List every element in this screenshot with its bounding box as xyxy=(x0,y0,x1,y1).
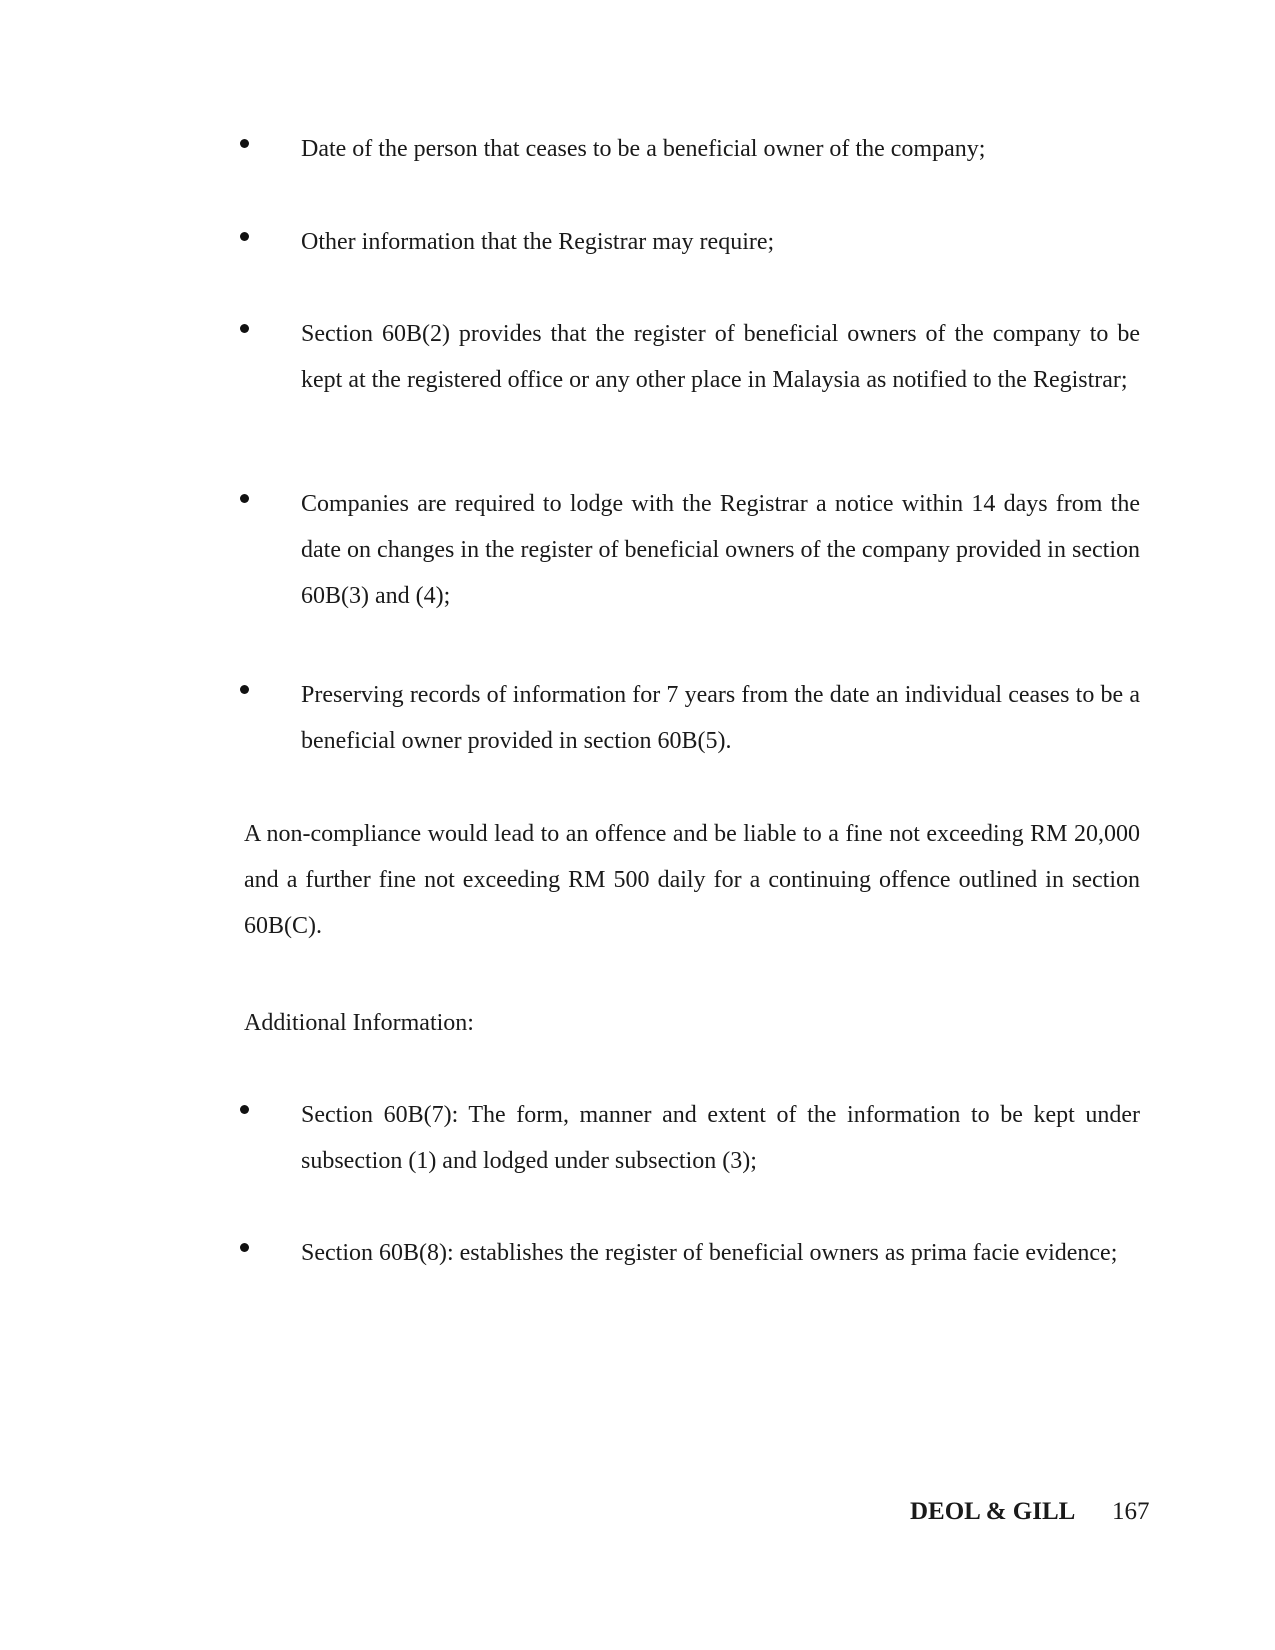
list-item-text: Date of the person that ceases to be a beneficial owner of the company; xyxy=(301,136,986,162)
bullet-icon xyxy=(240,232,249,241)
list-item-text: Preserving records of information for 7 years from the date an individual ceases to be a beneficial owner provided in section 60B(5). xyxy=(301,682,1140,754)
bullet-icon xyxy=(240,324,249,333)
additional-info-heading: Additional Information: xyxy=(244,1010,474,1036)
list-item xyxy=(240,1092,1140,1184)
list-item xyxy=(240,311,1140,403)
bullet-icon xyxy=(240,685,249,694)
page-footer xyxy=(880,1498,1150,1538)
list-item-text: Other information that the Registrar may require; xyxy=(301,229,775,255)
list-item xyxy=(240,672,1140,764)
firm-name: DEOL & GILL xyxy=(910,1498,1076,1525)
list-item xyxy=(240,1230,1140,1276)
list-item xyxy=(240,126,1140,172)
page-number: 167 xyxy=(1112,1498,1150,1525)
bullet-icon xyxy=(240,1105,249,1114)
list-item-text: Section 60B(8): establishes the register of beneficial owners as prima facie evidence; xyxy=(301,1240,1118,1266)
list-item-text: Companies are required to lodge with the Registrar a notice within 14 days from the date on changes in the register of beneficial owners of the company provided in section 60B(3) and (4); xyxy=(301,491,1140,609)
bullet-icon xyxy=(240,1243,249,1252)
list-item-text: Section 60B(2) provides that the register of beneficial owners of the company to be kept at the registered office or any other place in Malaysia as notified to the Registrar; xyxy=(301,321,1140,393)
list-item xyxy=(240,481,1140,619)
bullet-icon xyxy=(240,494,249,503)
noncompliance-paragraph: A non-compliance would lead to an offence and be liable to a fine not exceeding RM 20,000 and a further fine not exceeding RM 500 daily for a continuing offence outlined in section 60B(C). xyxy=(244,821,1140,939)
bullet-icon xyxy=(240,139,249,148)
list-item xyxy=(240,219,1140,265)
list-item-text: Section 60B(7): The form, manner and extent of the information to be kept under subsection (1) and lodged under subsection (3); xyxy=(301,1102,1140,1174)
